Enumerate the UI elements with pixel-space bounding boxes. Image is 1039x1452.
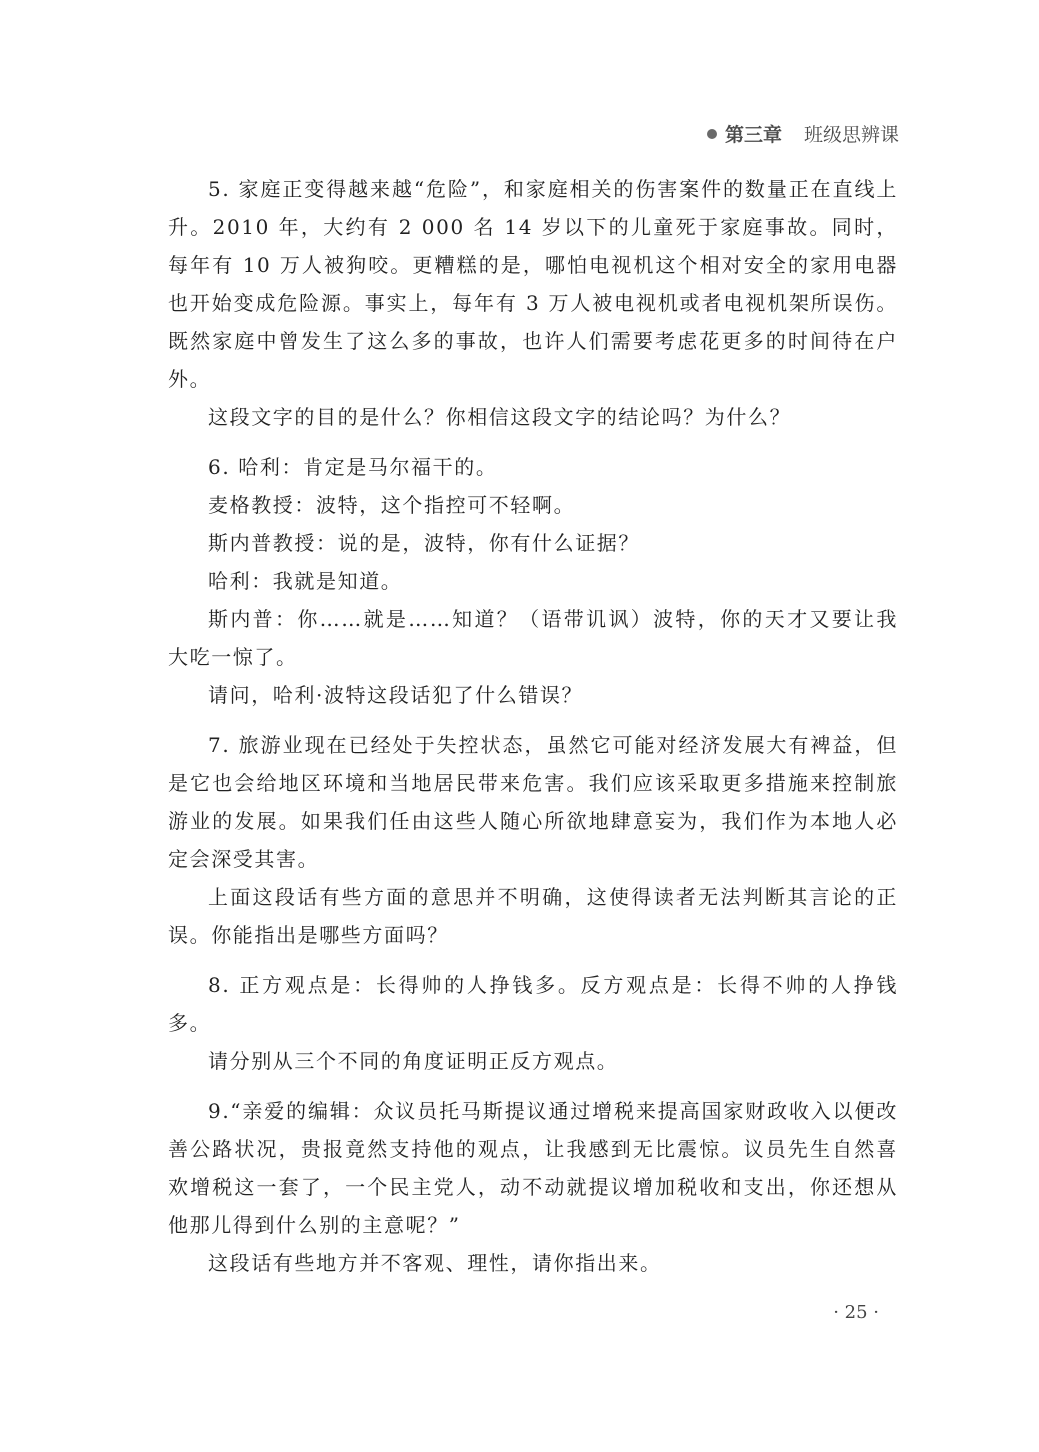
paragraph-q9: 9.“亲爱的编辑：众议员托马斯提议通过增税来提高国家财政收入以便改善公路状况，贵报竟然支持他的观点，让我感到无比震惊。议员先生自然喜欢增税这一套了，一个民主党人，动不动就提议增加税收和支出，你还想从他那儿得到什么别的主意呢？”: [168, 1099, 898, 1237]
paragraph-q5: 5. 家庭正变得越来越“危险”，和家庭相关的伤害案件的数量正在直线上升。2010 年，大约有 2 000 名 14 岁以下的儿童死于家庭事故。同时，每年有 10 万人被狗咬。更糟糕的是，哪怕电视机这个相对安全的家用电器也开始变成危险源。事实上，每年有 3 万人被电视机或者电视机架所误伤。既然家庭中曾发生了这么多的事故，也许人们需要考虑花更多的时间待在户外。: [168, 177, 898, 391]
paragraph-q6: 6. 哈利：肯定是马尔福干的。: [208, 455, 498, 479]
dialogue-line: 哈利：我就是知道。: [208, 569, 403, 593]
dialogue-line: 斯内普教授：说的是，波特，你有什么证据？: [208, 531, 640, 555]
paragraph-q8: 8. 正方观点是：长得帅的人挣钱多。反方观点是：长得不帅的人挣钱多。: [168, 973, 898, 1035]
paragraph-q9-question: 这段话有些地方并不客观、理性，请你指出来。: [208, 1251, 662, 1275]
paragraph-q8-question: 请分别从三个不同的角度证明正反方观点。: [208, 1049, 619, 1073]
paragraph-q7: 7. 旅游业现在已经处于失控状态，虽然它可能对经济发展大有裨益，但是它也会给地区环境和当地居民带来危害。我们应该采取更多措施来控制旅游业的发展。如果我们任由这些人随心所欲地肆意妄为，我们作为本地人必定会深受其害。: [168, 733, 898, 871]
dialogue-line: 斯内普：你……就是……知道？（语带讥讽）波特，你的天才又要让我大吃一惊了。: [168, 607, 898, 669]
bullet-dot-icon: [707, 129, 717, 139]
chapter-title: 班级思辨课: [803, 124, 899, 146]
page-number: · 25 ·: [833, 1302, 879, 1323]
page-body: [168, 170, 898, 1282]
paragraph-q6-question: 请问，哈利·波特这段话犯了什么错误？: [208, 683, 584, 707]
paragraph-q7-question: 上面这段话有些方面的意思并不明确，这使得读者无法判断其言论的正误。你能指出是哪些方面吗？: [168, 885, 898, 947]
dialogue-line: 麦格教授：波特，这个指控可不轻啊。: [208, 493, 576, 517]
chapter-label: 第三章: [724, 124, 782, 146]
running-header: [707, 120, 899, 147]
paragraph-q5-question: 这段文字的目的是什么？你相信这段文字的结论吗？为什么？: [208, 405, 792, 429]
